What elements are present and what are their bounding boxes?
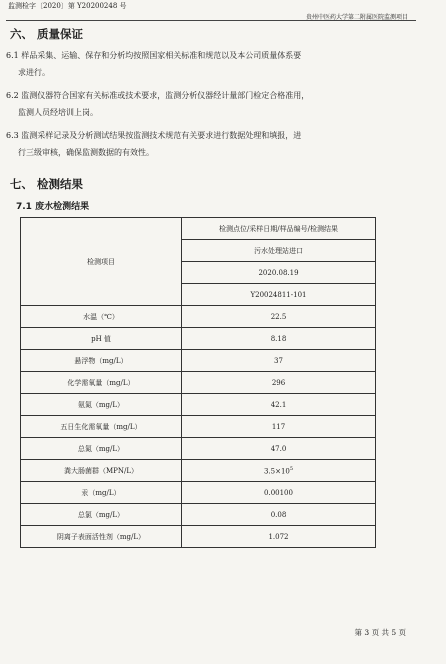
sampling-point: 污水处理站进口 bbox=[182, 240, 376, 262]
wastewater-results-table bbox=[20, 217, 376, 548]
result-value: 0.08 bbox=[182, 504, 376, 526]
result-exponent: 5 bbox=[289, 465, 294, 472]
parameter-name: 总氯（mg/L） bbox=[21, 504, 182, 526]
result-base: 3.5×10 bbox=[263, 467, 290, 476]
parameter-name: 水温（℃） bbox=[21, 306, 182, 328]
table-row bbox=[21, 438, 376, 460]
section-6-title: 六、 质量保证 bbox=[10, 27, 84, 41]
project-name: 贵州中医药大学第二附属医院监测项目 bbox=[305, 14, 408, 21]
qa-item-3 bbox=[6, 127, 412, 161]
sample-id: Y20024811-101 bbox=[182, 284, 376, 306]
page-number: 第 3 页 共 5 页 bbox=[354, 628, 406, 637]
parameter-name: 汞（mg/L） bbox=[21, 482, 182, 504]
table-row bbox=[21, 328, 376, 350]
result-value: 42.1 bbox=[182, 394, 376, 416]
qa-item-2 bbox=[6, 87, 412, 121]
result-value: 8.18 bbox=[182, 328, 376, 350]
table-row bbox=[21, 394, 376, 416]
header-rule bbox=[6, 20, 416, 21]
qa-item-1 bbox=[6, 47, 412, 81]
table-row bbox=[21, 306, 376, 328]
table-row bbox=[21, 350, 376, 372]
result-value: 296 bbox=[182, 372, 376, 394]
result-value bbox=[182, 460, 376, 482]
table-row bbox=[21, 504, 376, 526]
parameter-name: 总氮（mg/L） bbox=[21, 438, 182, 460]
qa-item-1-line1: 6.1 样品采集、运输、保存和分析均按照国家相关标准和规范以及本公司质量体系要 bbox=[6, 51, 302, 60]
qa-item-3-line2: 行三级审核，确保监测数据的有效性。 bbox=[18, 148, 154, 157]
table-row bbox=[21, 526, 376, 548]
table-row bbox=[21, 482, 376, 504]
qa-item-3-line1: 6.3 监测采样记录及分析测试结果按监测技术规范有关要求进行数据处理和填报，进 bbox=[6, 131, 302, 140]
section-7-title: 七、 检测结果 bbox=[10, 177, 84, 191]
section-7-1-title: 7.1 废水检测结果 bbox=[16, 202, 90, 212]
parameter-name: 悬浮物（mg/L） bbox=[21, 350, 182, 372]
qa-item-1-line2: 求进行。 bbox=[18, 68, 50, 77]
result-value: 0.00100 bbox=[182, 482, 376, 504]
table-row bbox=[21, 372, 376, 394]
parameter-name: pH 值 bbox=[21, 328, 182, 350]
parameter-name: 阴离子表面活性剂（mg/L） bbox=[21, 526, 182, 548]
result-value: 37 bbox=[182, 350, 376, 372]
result-value: 117 bbox=[182, 416, 376, 438]
column-header: 检测点位/采样日期/样品编号/检测结果 bbox=[182, 218, 376, 240]
result-value: 47.0 bbox=[182, 438, 376, 460]
parameter-name: 五日生化需氧量（mg/L） bbox=[21, 416, 182, 438]
sampling-date: 2020.08.19 bbox=[182, 262, 376, 284]
table-header-row bbox=[21, 218, 376, 240]
result-value: 22.5 bbox=[182, 306, 376, 328]
parameter-name: 粪大肠菌群（MPN/L） bbox=[21, 460, 182, 482]
report-number: 监测检字〔2020〕第 Y20200248 号 bbox=[8, 2, 127, 10]
parameter-name: 氨氮（mg/L） bbox=[21, 394, 182, 416]
result-value: 1.072 bbox=[182, 526, 376, 548]
qa-item-2-line2: 监测人员经培训上岗。 bbox=[18, 108, 98, 117]
parameter-name: 化学需氧量（mg/L） bbox=[21, 372, 182, 394]
item-header: 检测项目 bbox=[21, 218, 182, 306]
table-row bbox=[21, 416, 376, 438]
table-row bbox=[21, 460, 376, 482]
qa-item-2-line1: 6.2 监测仪器符合国家有关标准或技术要求，监测分析仪器经计量部门检定合格准用， bbox=[6, 91, 310, 100]
